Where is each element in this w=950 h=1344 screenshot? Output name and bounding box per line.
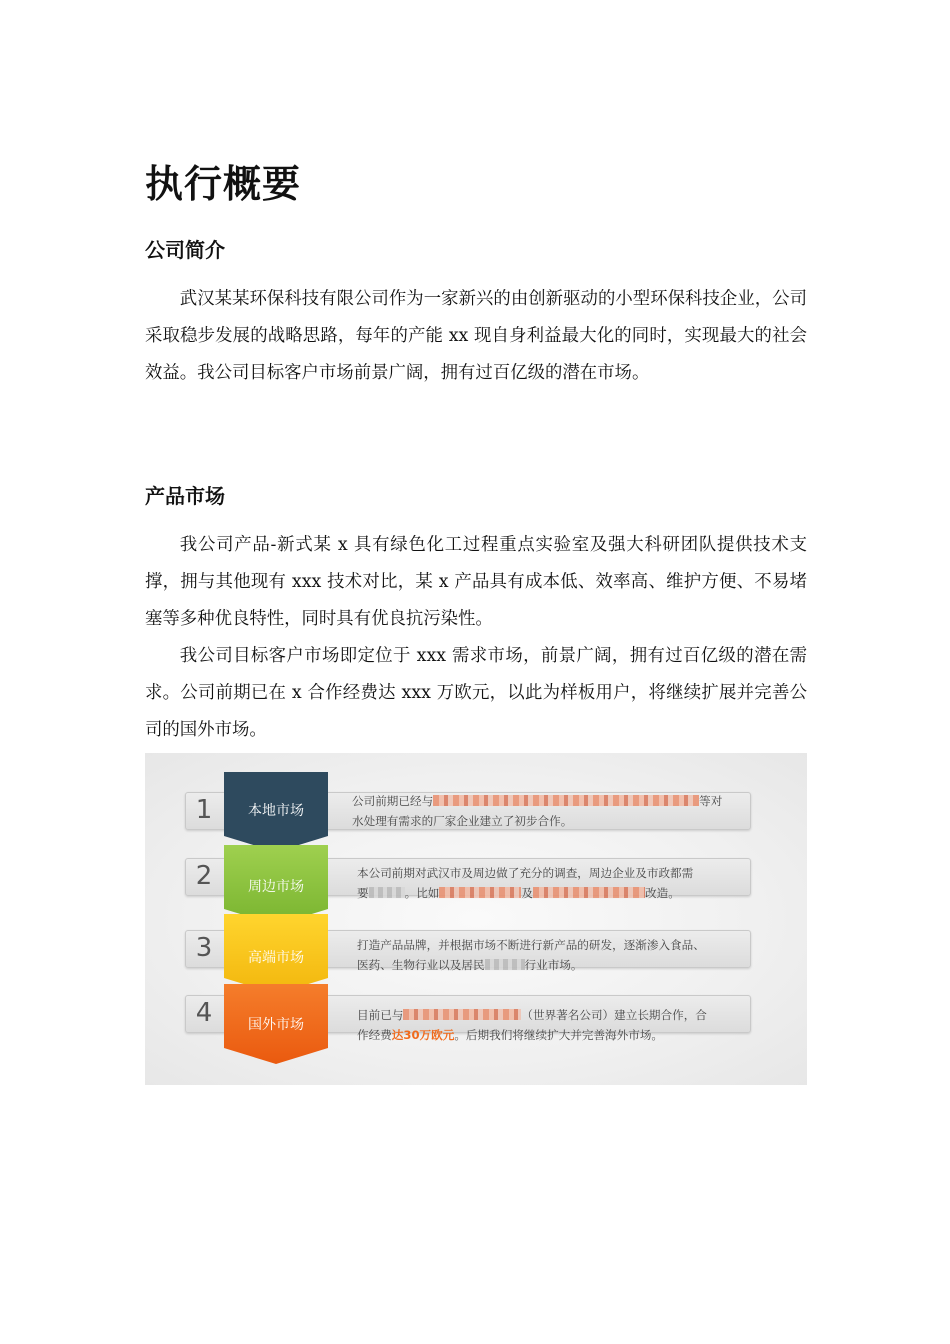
redacted-text xyxy=(439,887,521,898)
step-4-label: 国外市场 xyxy=(248,1017,304,1033)
section-heading-company-intro: 公司简介 xyxy=(145,238,225,262)
product-market-paragraph-1: 我公司产品-新式某 x 具有绿色化工过程重点实验室及强大科研团队提供技术支撑，拥与其他现有 xxx 技术对比，某 x 产品具有成本低、效率高、维护方便、不易堵塞等多种优良特性，同时具有优良抗污染性。 xyxy=(145,535,807,629)
step-3-description: 打造产品品牌，并根据市场不断进行新产品的研发，逐渐渗入食品、 医药、生物行业以及居民 行业市场。 xyxy=(357,938,705,972)
redacted-text xyxy=(533,887,645,898)
redacted-text xyxy=(433,795,699,806)
step-1-description: 公司前期已经与 等对 水处理有需求的厂家企业建立了初步合作。 xyxy=(352,794,723,828)
redacted-text xyxy=(403,1009,521,1020)
section-heading-product-market: 产品市场 xyxy=(145,484,225,508)
company-intro-paragraph: 武汉某某环保科技有限公司作为一家新兴的由创新驱动的小型环保科技企业，公司采取稳步发展的战略思路，每年的产能 xx 现自身利益最大化的同时，实现最大的社会效益。我公司目标客户市场前景广阔，拥有过百亿级的潜在市场。 xyxy=(145,289,807,383)
highlight-amount: 达30万欧元 xyxy=(391,1028,455,1042)
step-3-number: 3 xyxy=(195,933,213,963)
step-2-label: 周边市场 xyxy=(248,879,304,895)
step-2-number: 2 xyxy=(195,861,213,891)
redacted-text xyxy=(369,887,405,898)
step-1-number: 1 xyxy=(195,795,213,825)
market-strategy-figure xyxy=(145,753,807,1085)
product-market-paragraph-2: 我公司目标客户市场即定位于 xxx 需求市场，前景广阔，拥有过百亿级的潜在需求。公司前期已在 x 合作经费达 xxx 万欧元，以此为样板用户，将继续扩展并完善公司的国外市场。 xyxy=(145,646,807,740)
page-title: 执行概要 xyxy=(145,162,302,206)
redacted-text xyxy=(485,959,525,970)
step-3-label: 高端市场 xyxy=(248,950,304,966)
step-4-description: 目前已与 （世界著名公司）建立长期合作，合 作经费达30万欧元。后期我们将继续扩大并完善海外市场。 xyxy=(357,1008,707,1042)
step-4-number: 4 xyxy=(195,998,213,1028)
step-1-label: 本地市场 xyxy=(248,803,304,819)
step-2-description: 本公司前期对武汉市及周边做了充分的调查，周边企业及市政都需 要 。比如 及 改造。 xyxy=(357,866,694,900)
